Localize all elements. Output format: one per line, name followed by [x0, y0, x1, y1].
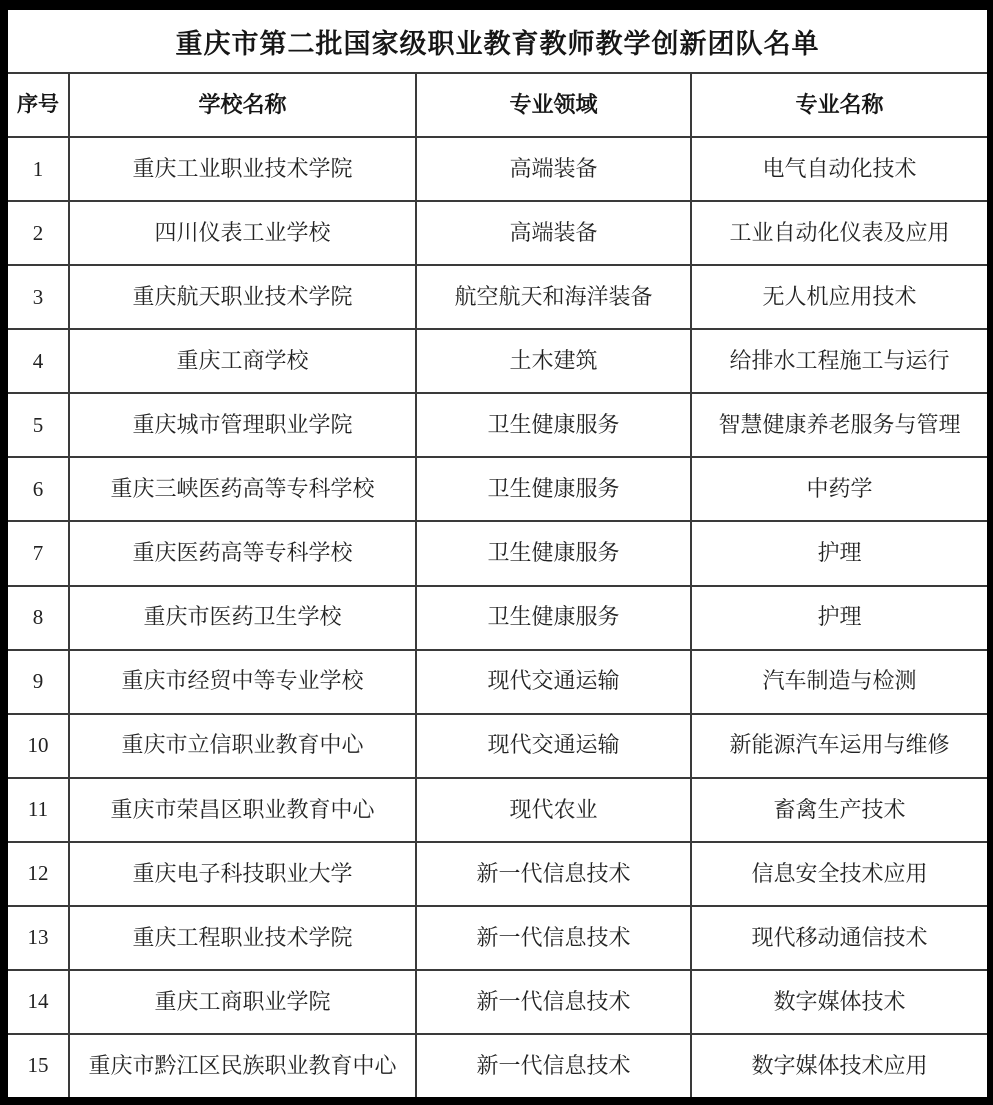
- major-name-cell: 新能源汽车运用与维修: [692, 713, 987, 777]
- field-cell: 卫生健康服务: [417, 585, 692, 649]
- field-cell: 新一代信息技术: [417, 905, 692, 969]
- school-name-cell: 重庆电子科技职业大学: [70, 841, 417, 905]
- school-name-cell: 重庆航天职业技术学院: [70, 264, 417, 328]
- major-name-cell: 汽车制造与检测: [692, 649, 987, 713]
- document-table: [8, 10, 987, 1097]
- school-name-cell: 重庆工商职业学院: [70, 969, 417, 1033]
- major-name-cell: 畜禽生产技术: [692, 777, 987, 841]
- school-name-cell: 重庆市医药卫生学校: [70, 585, 417, 649]
- school-name-cell: 重庆工商学校: [70, 328, 417, 392]
- row-index-cell: 10: [8, 713, 70, 777]
- school-name-cell: 重庆三峡医药高等专科学校: [70, 456, 417, 520]
- column-header-major: 专业名称: [692, 72, 987, 136]
- field-cell: 新一代信息技术: [417, 969, 692, 1033]
- column-header-school: 学校名称: [70, 72, 417, 136]
- field-cell: 卫生健康服务: [417, 392, 692, 456]
- row-index-cell: 4: [8, 328, 70, 392]
- field-cell: 新一代信息技术: [417, 1033, 692, 1097]
- row-index-cell: 3: [8, 264, 70, 328]
- school-name-cell: 四川仪表工业学校: [70, 200, 417, 264]
- column-header-field: 专业领域: [417, 72, 692, 136]
- field-cell: 卫生健康服务: [417, 456, 692, 520]
- row-index-cell: 11: [8, 777, 70, 841]
- school-name-cell: 重庆工程职业技术学院: [70, 905, 417, 969]
- school-name-cell: 重庆城市管理职业学院: [70, 392, 417, 456]
- row-index-cell: 7: [8, 520, 70, 584]
- row-index-cell: 14: [8, 969, 70, 1033]
- row-index-cell: 1: [8, 136, 70, 200]
- field-cell: 现代交通运输: [417, 713, 692, 777]
- field-cell: 土木建筑: [417, 328, 692, 392]
- field-cell: 现代农业: [417, 777, 692, 841]
- major-name-cell: 信息安全技术应用: [692, 841, 987, 905]
- page-title: 重庆市第二批国家级职业教育教师教学创新团队名单: [175, 28, 820, 59]
- field-cell: 高端装备: [417, 136, 692, 200]
- field-cell: 新一代信息技术: [417, 841, 692, 905]
- row-index-cell: 9: [8, 649, 70, 713]
- field-cell: 高端装备: [417, 200, 692, 264]
- major-name-cell: 数字媒体技术: [692, 969, 987, 1033]
- row-index-cell: 8: [8, 585, 70, 649]
- school-name-cell: 重庆医药高等专科学校: [70, 520, 417, 584]
- row-index-cell: 5: [8, 392, 70, 456]
- major-name-cell: 无人机应用技术: [692, 264, 987, 328]
- major-name-cell: 电气自动化技术: [692, 136, 987, 200]
- major-name-cell: 中药学: [692, 456, 987, 520]
- major-name-cell: 护理: [692, 520, 987, 584]
- row-index-cell: 2: [8, 200, 70, 264]
- table-grid: [8, 72, 987, 1097]
- major-name-cell: 给排水工程施工与运行: [692, 328, 987, 392]
- row-index-cell: 12: [8, 841, 70, 905]
- field-cell: 航空航天和海洋装备: [417, 264, 692, 328]
- school-name-cell: 重庆市立信职业教育中心: [70, 713, 417, 777]
- row-index-cell: 15: [8, 1033, 70, 1097]
- school-name-cell: 重庆工业职业技术学院: [70, 136, 417, 200]
- major-name-cell: 工业自动化仪表及应用: [692, 200, 987, 264]
- column-header-index: 序号: [8, 72, 70, 136]
- row-index-cell: 13: [8, 905, 70, 969]
- field-cell: 现代交通运输: [417, 649, 692, 713]
- major-name-cell: 数字媒体技术应用: [692, 1033, 987, 1097]
- school-name-cell: 重庆市经贸中等专业学校: [70, 649, 417, 713]
- major-name-cell: 护理: [692, 585, 987, 649]
- school-name-cell: 重庆市荣昌区职业教育中心: [70, 777, 417, 841]
- row-index-cell: 6: [8, 456, 70, 520]
- major-name-cell: 现代移动通信技术: [692, 905, 987, 969]
- school-name-cell: 重庆市黔江区民族职业教育中心: [70, 1033, 417, 1097]
- major-name-cell: 智慧健康养老服务与管理: [692, 392, 987, 456]
- field-cell: 卫生健康服务: [417, 520, 692, 584]
